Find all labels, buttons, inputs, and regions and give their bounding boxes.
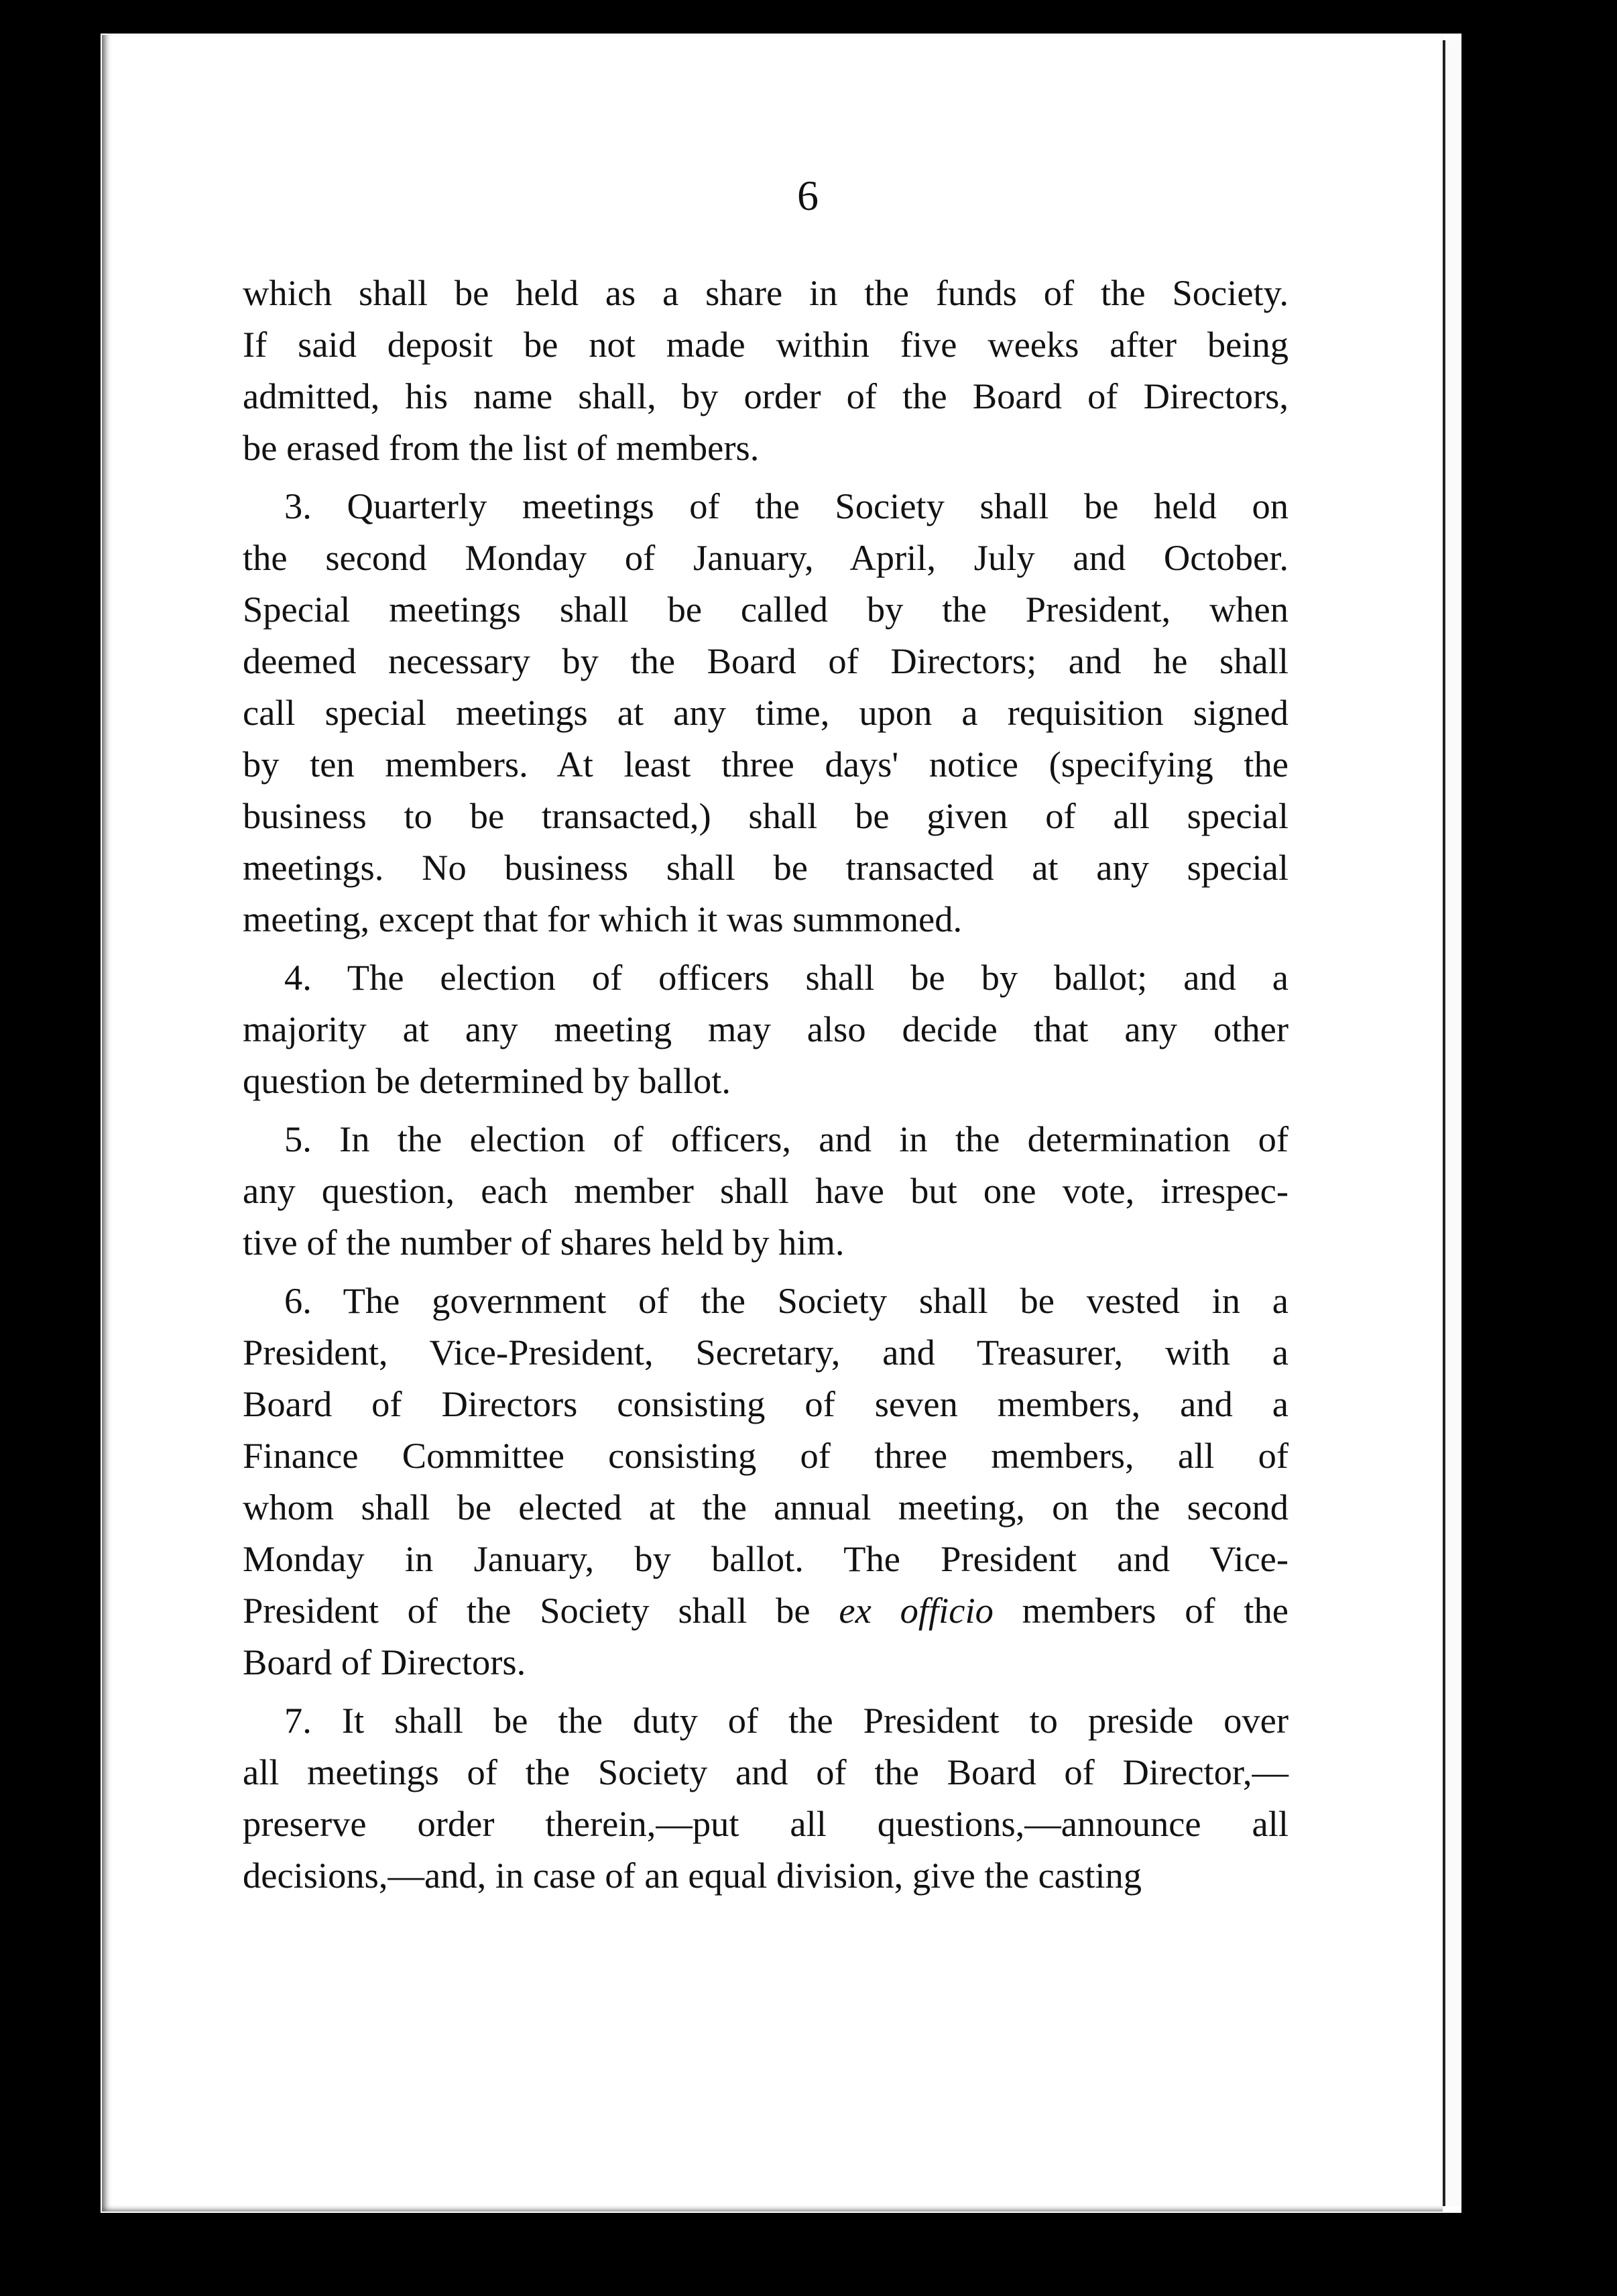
text-line: deemed necessary by the Board of Directors; and he shall <box>243 640 1289 681</box>
text-line: tive of the number of shares held by him. <box>243 1222 845 1263</box>
text-line: all meetings of the Society and of the Board of Director,— <box>243 1752 1289 1792</box>
text-line: business to be transacted,) shall be given of all special <box>243 795 1289 836</box>
text-line: Special meetings shall be called by the President, when <box>243 589 1289 630</box>
scan-border-left <box>0 0 101 2296</box>
text-line: any question, each member shall have but one vote, irrespec- <box>243 1170 1289 1211</box>
text-line: 4. The election of officers shall be by ballot; and a <box>284 957 1289 998</box>
page-number: 6 <box>797 172 820 219</box>
text-line: decisions,—and, in case of an equal division, give the casting <box>243 1855 1142 1896</box>
text-line: 5. In the election of officers, and in the determination of <box>284 1118 1289 1159</box>
text-line: admitted, his name shall, by order of the Board of Directors, <box>243 376 1289 416</box>
text-line: preserve order therein,—put all questions,—announce all <box>243 1803 1289 1844</box>
text-line: President of the Society shall be ex officio members of the <box>243 1590 1289 1631</box>
text-line: by ten members. At least three days' notice (specifying the <box>243 744 1289 785</box>
document-body <box>243 267 1289 1908</box>
italic-term: ex officio <box>839 1590 994 1631</box>
text-line: Board of Directors consisting of seven members, and a <box>243 1383 1289 1424</box>
text-line: Board of Directors. <box>243 1642 526 1682</box>
adjacent-page-edge <box>1443 40 1461 2206</box>
text-line: question be determined by ballot. <box>243 1060 731 1101</box>
text-line: Finance Committee consisting of three members, all of <box>243 1435 1289 1476</box>
text-line: which shall be held as a share in the funds of the Society. <box>243 272 1289 313</box>
text-line: be erased from the list of members. <box>243 427 760 468</box>
text-line: President, Vice-President, Secretary, and Treasurer, with a <box>243 1332 1289 1373</box>
scan-border-bottom <box>0 2213 1617 2296</box>
text-line: Monday in January, by ballot. The President and Vice- <box>243 1538 1289 1579</box>
paragraph-p6 <box>243 1275 1289 1688</box>
text-line: 7. It shall be the duty of the President to preside over <box>284 1700 1289 1741</box>
text-line: call special meetings at any time, upon a requisition signed <box>243 692 1289 733</box>
text-line: the second Monday of January, April, July and October. <box>243 537 1289 578</box>
scan-border-right <box>1461 0 1617 2296</box>
text-line: If said deposit be not made within five weeks after being <box>243 324 1289 365</box>
text-line: 3. Quarterly meetings of the Society shall be held on <box>284 485 1289 526</box>
text-line: meetings. No business shall be transacted at any special <box>243 847 1289 888</box>
text-line: 6. The government of the Society shall be vested in a <box>284 1280 1289 1321</box>
text-line: whom shall be elected at the annual meeting, on the second <box>243 1487 1289 1528</box>
text-line: meeting, except that for which it was summoned. <box>243 899 963 939</box>
paragraph-p-cont <box>243 267 1289 473</box>
paragraph-p4 <box>243 952 1289 1106</box>
paragraph-p5 <box>243 1113 1289 1268</box>
paragraph-p3 <box>243 480 1289 945</box>
paragraph-p7 <box>243 1695 1289 1901</box>
text-line: majority at any meeting may also decide that any other <box>243 1009 1289 1049</box>
scan-border-top <box>0 0 1617 34</box>
